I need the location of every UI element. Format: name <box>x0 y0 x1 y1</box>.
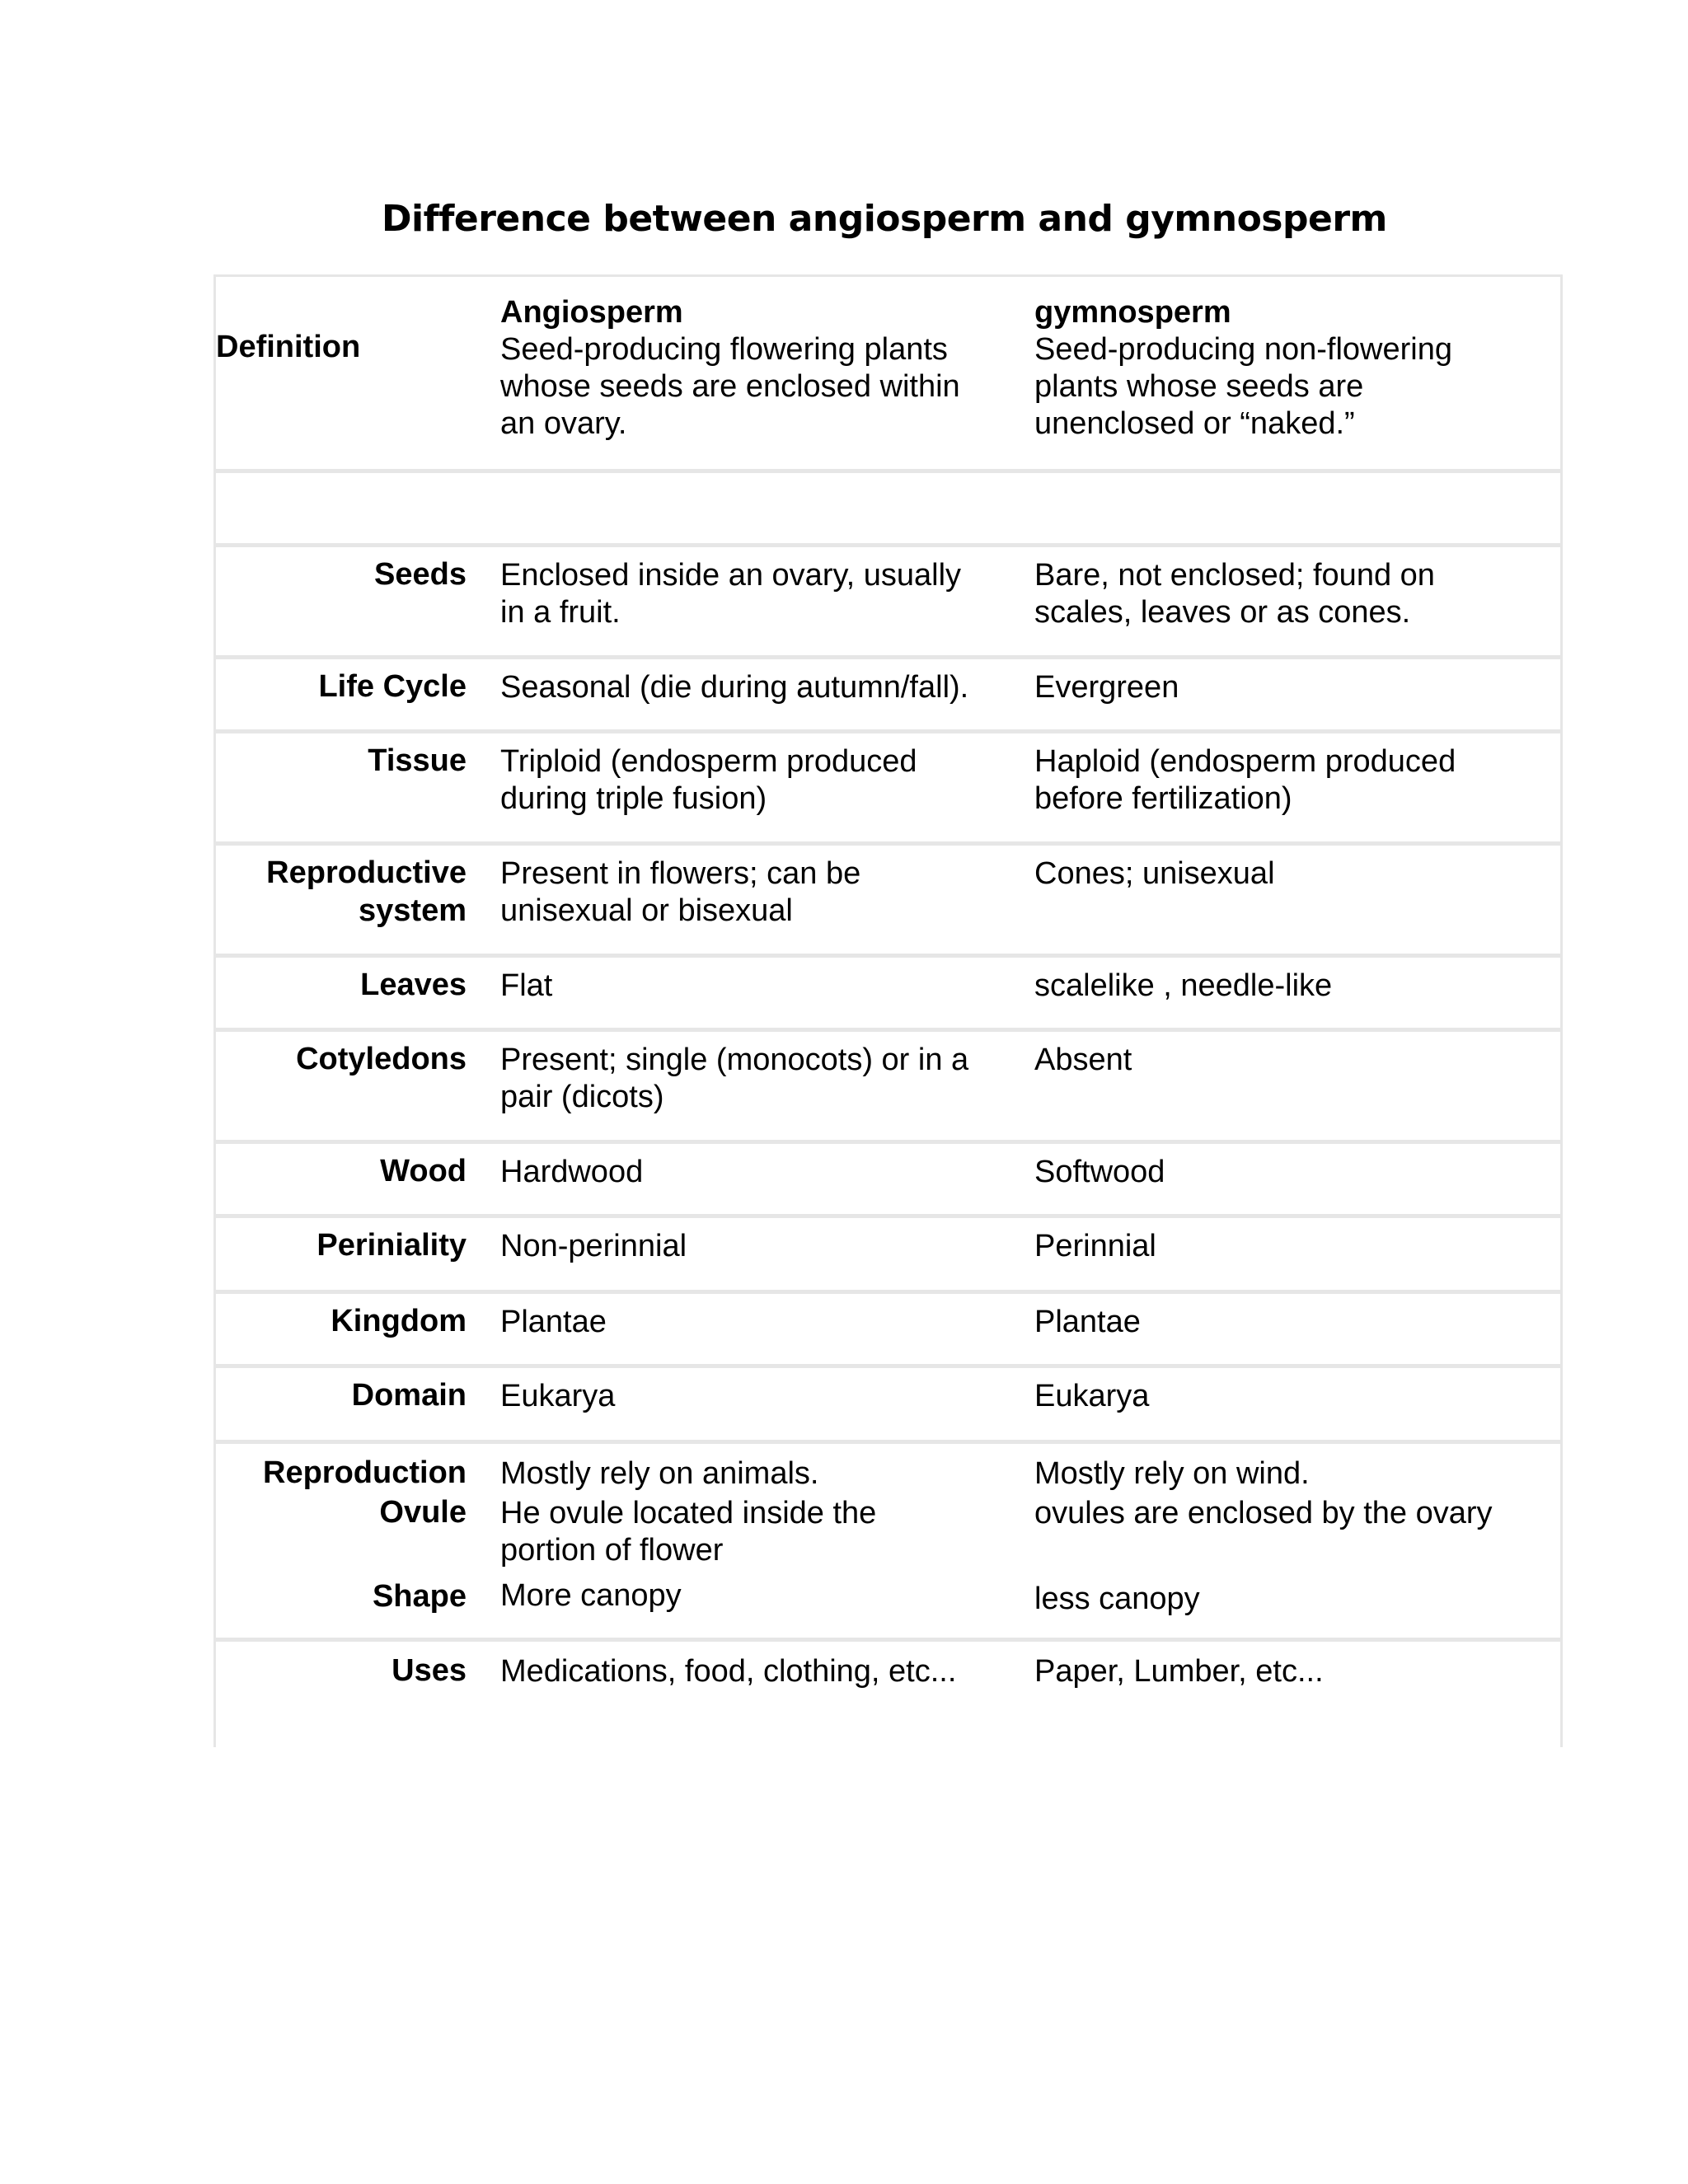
row-label-cotyledons: Cotyledons <box>296 1042 467 1076</box>
angiosperm-definition-cell <box>500 293 960 443</box>
gymnosperm-cotyledons-cell: Absent <box>1034 1043 1132 1077</box>
cell-line: plants whose seeds are <box>1034 369 1364 404</box>
table-row-reproduction-ovule-shape <box>216 1444 1560 1642</box>
table-row-leaves <box>216 958 1560 1032</box>
angiosperm-periniality-cell: Non-perinnial <box>500 1229 687 1263</box>
table-row-domain <box>216 1368 1560 1444</box>
gymnosperm-uses-cell: Paper, Lumber, etc... <box>1034 1654 1324 1689</box>
row-label-reproduction: Reproduction <box>263 1455 467 1490</box>
angiosperm-leaves-cell: Flat <box>500 968 553 1003</box>
angiosperm-domain-cell: Eukarya <box>500 1379 616 1413</box>
column-header-angiosperm: Angiosperm <box>500 295 683 330</box>
cell-line: unisexual or bisexual <box>500 893 793 928</box>
table-row-cotyledons <box>216 1032 1560 1144</box>
row-label-domain: Domain <box>351 1378 467 1413</box>
angiosperm-seeds-cell <box>500 557 961 631</box>
row-label-definition: Definition <box>216 330 361 364</box>
table-row-periniality <box>216 1218 1560 1294</box>
gymnosperm-ovule-cell: ovules are enclosed by the ovary <box>1034 1496 1493 1530</box>
cell-line: in a fruit. <box>500 595 621 630</box>
row-label-kingdom: Kingdom <box>331 1304 467 1338</box>
table-row-wood <box>216 1144 1560 1218</box>
cell-line: unenclosed or “naked.” <box>1034 406 1355 441</box>
document-title: Difference between angiosperm and gymnosperm <box>382 198 1387 240</box>
cell-line: an ovary. <box>500 406 627 441</box>
row-label-uses: Uses <box>392 1653 467 1688</box>
cell-line: during triple fusion) <box>500 781 767 816</box>
cell-line: before fertilization) <box>1034 781 1292 816</box>
table-row-uses <box>216 1642 1560 1747</box>
row-label-shape: Shape <box>372 1579 467 1614</box>
angiosperm-tissue-cell <box>500 743 917 818</box>
cell-line: portion of flower <box>500 1533 724 1568</box>
gymnosperm-tissue-cell <box>1034 743 1456 818</box>
cell-line: Present; single (monocots) or in a <box>500 1043 969 1077</box>
cell-line: Present in flowers; can be <box>500 856 861 891</box>
gymnosperm-periniality-cell: Perinnial <box>1034 1229 1156 1263</box>
angiosperm-kingdom-cell: Plantae <box>500 1305 607 1339</box>
gymnosperm-life-cycle-cell: Evergreen <box>1034 670 1179 705</box>
angiosperm-uses-cell: Medications, food, clothing, etc... <box>500 1654 957 1689</box>
cell-line: Seed-producing flowering plants <box>500 332 948 367</box>
cell-line: He ovule located inside the <box>500 1496 877 1530</box>
label-line: system <box>359 893 467 928</box>
table-row-reproductive-system <box>216 846 1560 958</box>
gymnosperm-shape-cell: less canopy <box>1034 1582 1200 1616</box>
table-row-tissue <box>216 733 1560 846</box>
angiosperm-shape-cell: More canopy <box>500 1578 682 1613</box>
gymnosperm-reproductive-cell: Cones; unisexual <box>1034 856 1275 891</box>
table-row-definition <box>216 277 1560 473</box>
gymnosperm-definition-cell <box>1034 293 1452 443</box>
row-label-wood: Wood <box>380 1154 467 1188</box>
angiosperm-wood-cell: Hardwood <box>500 1155 644 1189</box>
gymnosperm-kingdom-cell: Plantae <box>1034 1305 1141 1339</box>
row-label-seeds: Seeds <box>374 557 467 592</box>
cell-line: Haploid (endosperm produced <box>1034 744 1456 779</box>
cell-line: Enclosed inside an ovary, usually <box>500 558 962 593</box>
angiosperm-reproductive-cell <box>500 855 860 930</box>
comparison-table <box>213 274 1563 1747</box>
row-label-leaves: Leaves <box>360 968 467 1002</box>
angiosperm-ovule-cell <box>500 1495 876 1569</box>
gymnosperm-seeds-cell <box>1034 557 1435 631</box>
cell-line: Seed-producing non-flowering <box>1034 332 1452 367</box>
cell-line: scales, leaves or as cones. <box>1034 595 1411 630</box>
cell-line: Bare, not enclosed; found on <box>1034 558 1435 593</box>
row-label-periniality: Periniality <box>316 1228 467 1263</box>
table-row-seeds <box>216 547 1560 659</box>
cell-line: pair (dicots) <box>500 1080 664 1114</box>
gymnosperm-reproduction-cell: Mostly rely on wind. <box>1034 1456 1310 1491</box>
cell-line: Triploid (endosperm produced <box>500 744 917 779</box>
row-label-life-cycle: Life Cycle <box>318 669 467 704</box>
column-header-gymnosperm: gymnosperm <box>1034 295 1231 330</box>
angiosperm-cotyledons-cell <box>500 1042 968 1116</box>
label-line: Reproductive <box>266 855 467 890</box>
table-row-kingdom <box>216 1294 1560 1368</box>
gymnosperm-domain-cell: Eukarya <box>1034 1379 1150 1413</box>
angiosperm-reproduction-cell: Mostly rely on animals. <box>500 1456 819 1491</box>
table-row-life-cycle <box>216 659 1560 733</box>
gymnosperm-leaves-cell: scalelike , needle-like <box>1034 968 1333 1003</box>
row-label-reproductive-system <box>266 854 467 930</box>
table-row-empty <box>216 473 1560 547</box>
cell-line: whose seeds are enclosed within <box>500 369 960 404</box>
gymnosperm-wood-cell: Softwood <box>1034 1155 1165 1189</box>
row-label-ovule: Ovule <box>379 1495 467 1530</box>
row-label-tissue: Tissue <box>368 743 467 778</box>
angiosperm-life-cycle-cell: Seasonal (die during autumn/fall). <box>500 670 969 705</box>
